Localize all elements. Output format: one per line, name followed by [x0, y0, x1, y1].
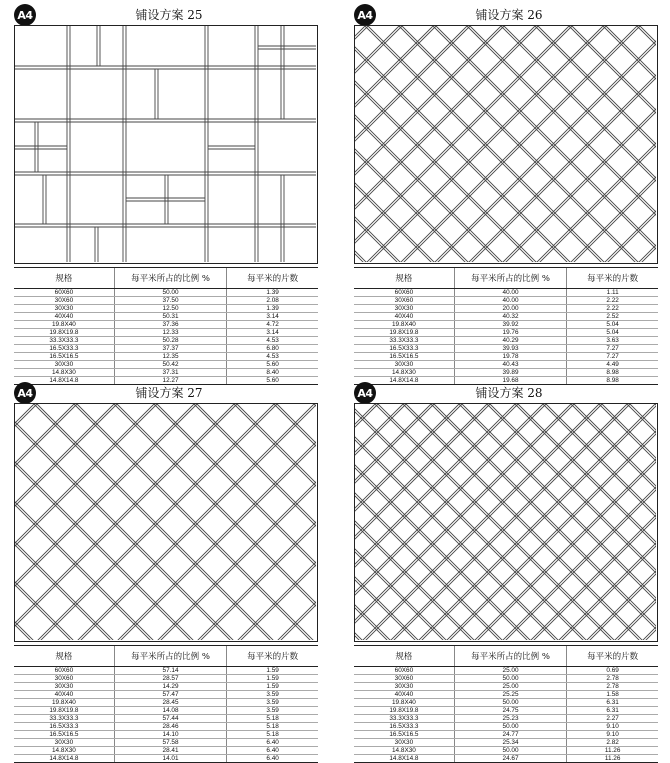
cell-size: 30X30: [14, 361, 114, 369]
cell-pieces: 1.59: [227, 675, 318, 683]
cell-size: 60X60: [14, 667, 114, 675]
cell-ratio: 37.36: [114, 321, 226, 329]
header-ratio: 每平米所占的比例 %: [454, 646, 566, 667]
header-size: 规格: [14, 646, 114, 667]
cell-ratio: 37.50: [114, 297, 226, 305]
cell-pieces: 5.04: [567, 329, 658, 337]
table-row: [14, 305, 318, 313]
cell-size: 14.8X14.8: [354, 377, 454, 385]
table-row: [354, 699, 658, 707]
a4-badge: A4: [354, 4, 376, 26]
cell-size: 30X30: [14, 739, 114, 747]
cell-ratio: 24.67: [454, 755, 566, 763]
cell-pieces: 5.60: [227, 361, 318, 369]
header-pieces: 每平米的片数: [227, 268, 318, 289]
tile-plan-drawing: [354, 403, 658, 642]
cell-size: 14.8X30: [14, 747, 114, 755]
table-row: [14, 755, 318, 763]
panel-header: [354, 4, 664, 24]
table-row: [354, 747, 658, 755]
cell-ratio: 40.00: [454, 297, 566, 305]
cell-ratio: 28.46: [114, 723, 226, 731]
table-row: [14, 715, 318, 723]
cell-pieces: 3.14: [227, 313, 318, 321]
header-ratio: 每平米所占的比例 %: [114, 268, 226, 289]
cell-ratio: 12.35: [114, 353, 226, 361]
header-size: 规格: [354, 646, 454, 667]
cell-ratio: 14.08: [114, 707, 226, 715]
table-row: [14, 289, 318, 297]
cell-ratio: 40.00: [454, 289, 566, 297]
layout-panel-25: [14, 4, 324, 384]
cell-pieces: 2.82: [567, 739, 658, 747]
spec-table-body: [14, 667, 318, 763]
panel-header: [14, 4, 324, 24]
cell-ratio: 14.10: [114, 731, 226, 739]
table-row: [14, 361, 318, 369]
table-row: [354, 369, 658, 377]
cell-size: 30X30: [354, 305, 454, 313]
cell-ratio: 19.78: [454, 353, 566, 361]
table-row: [354, 289, 658, 297]
spec-table: [14, 645, 318, 763]
cell-size: 16.5X33.3: [14, 345, 114, 353]
cell-ratio: 57.47: [114, 691, 226, 699]
cell-size: 14.8X14.8: [14, 755, 114, 763]
cell-ratio: 40.32: [454, 313, 566, 321]
table-row: [354, 305, 658, 313]
cell-size: 19.8X40: [354, 699, 454, 707]
cell-pieces: 5.18: [227, 731, 318, 739]
header-size: 规格: [354, 268, 454, 289]
tile-plan-drawing: [354, 25, 658, 264]
cell-size: 14.8X14.8: [354, 755, 454, 763]
table-row: [14, 313, 318, 321]
cell-ratio: 50.00: [454, 675, 566, 683]
cell-size: 30X30: [354, 683, 454, 691]
tile-plan-drawing: [14, 25, 318, 264]
cell-ratio: 50.42: [114, 361, 226, 369]
cell-pieces: 5.04: [567, 321, 658, 329]
cell-pieces: 9.10: [567, 731, 658, 739]
cell-ratio: 25.34: [454, 739, 566, 747]
panel-title: 铺设方案 27: [135, 386, 203, 400]
cell-pieces: 2.08: [227, 297, 318, 305]
table-row: [14, 321, 318, 329]
cell-size: 14.8X30: [14, 369, 114, 377]
cell-size: 30X30: [14, 683, 114, 691]
cell-size: 33.3X33.3: [14, 337, 114, 345]
cell-pieces: 3.59: [227, 691, 318, 699]
cell-pieces: 1.11: [567, 289, 658, 297]
cell-ratio: 57.58: [114, 739, 226, 747]
panel-title: 铺设方案 26: [475, 8, 543, 22]
tile-pattern-diagonal: [355, 26, 656, 262]
cell-size: 16.5X16.5: [14, 353, 114, 361]
cell-size: 16.5X33.3: [354, 723, 454, 731]
cell-ratio: 25.00: [454, 683, 566, 691]
cell-size: 19.8X40: [14, 321, 114, 329]
table-row: [354, 723, 658, 731]
cell-size: 30X60: [14, 675, 114, 683]
cell-ratio: 39.92: [454, 321, 566, 329]
panel-title: 铺设方案 28: [475, 386, 543, 400]
spec-table-header-row: [354, 268, 658, 289]
cell-ratio: 28.45: [114, 699, 226, 707]
cell-ratio: 19.68: [454, 377, 566, 385]
table-row: [14, 683, 318, 691]
table-row: [354, 755, 658, 763]
a4-badge: A4: [14, 382, 36, 404]
layout-panel-27: [14, 382, 324, 762]
cell-ratio: 28.41: [114, 747, 226, 755]
spec-table-body: [354, 667, 658, 763]
cell-size: 14.8X30: [354, 747, 454, 755]
table-row: [354, 337, 658, 345]
cell-ratio: 19.76: [454, 329, 566, 337]
cell-pieces: 2.78: [567, 675, 658, 683]
table-row: [14, 667, 318, 675]
cell-ratio: 39.93: [454, 345, 566, 353]
header-pieces: 每平米的片数: [567, 268, 658, 289]
spec-table: [354, 645, 658, 763]
spec-table-header-row: [14, 268, 318, 289]
cell-ratio: 50.00: [114, 289, 226, 297]
table-row: [14, 731, 318, 739]
cell-ratio: 12.50: [114, 305, 226, 313]
cell-size: 19.8X19.8: [14, 329, 114, 337]
table-row: [14, 691, 318, 699]
cell-size: 14.8X30: [354, 369, 454, 377]
table-row: [14, 747, 318, 755]
cell-pieces: 8.40: [227, 369, 318, 377]
cell-pieces: 4.53: [227, 337, 318, 345]
cell-pieces: 3.59: [227, 707, 318, 715]
cell-size: 14.8X14.8: [14, 377, 114, 385]
cell-pieces: 9.10: [567, 723, 658, 731]
tile-pattern-diagonal: [355, 404, 656, 640]
spec-table: [354, 267, 658, 385]
table-row: [354, 353, 658, 361]
table-row: [14, 345, 318, 353]
cell-size: 16.5X16.5: [14, 731, 114, 739]
cell-pieces: 1.39: [227, 289, 318, 297]
table-row: [14, 369, 318, 377]
cell-ratio: 50.00: [454, 699, 566, 707]
cell-pieces: 1.39: [227, 305, 318, 313]
header-ratio: 每平米所占的比例 %: [114, 646, 226, 667]
header-pieces: 每平米的片数: [567, 646, 658, 667]
cell-pieces: 7.27: [567, 353, 658, 361]
cell-pieces: 3.63: [567, 337, 658, 345]
cell-ratio: 28.57: [114, 675, 226, 683]
cell-pieces: 11.26: [567, 747, 658, 755]
table-row: [14, 337, 318, 345]
table-row: [354, 683, 658, 691]
cell-pieces: 6.40: [227, 755, 318, 763]
cell-ratio: 12.33: [114, 329, 226, 337]
cell-pieces: 5.18: [227, 723, 318, 731]
cell-pieces: 8.98: [567, 377, 658, 385]
table-row: [354, 691, 658, 699]
cell-size: 19.8X19.8: [354, 329, 454, 337]
table-row: [14, 297, 318, 305]
cell-pieces: 2.78: [567, 683, 658, 691]
cell-pieces: 6.40: [227, 739, 318, 747]
table-row: [354, 361, 658, 369]
cell-ratio: 50.28: [114, 337, 226, 345]
cell-size: 40X40: [354, 313, 454, 321]
table-row: [14, 723, 318, 731]
cell-size: 60X60: [14, 289, 114, 297]
cell-size: 30X30: [354, 361, 454, 369]
cell-pieces: 7.27: [567, 345, 658, 353]
table-row: [354, 313, 658, 321]
tile-pattern-grid: [15, 26, 316, 262]
cell-ratio: 40.29: [454, 337, 566, 345]
cell-size: 60X60: [354, 667, 454, 675]
cell-pieces: 8.98: [567, 369, 658, 377]
table-row: [14, 699, 318, 707]
cell-ratio: 39.89: [454, 369, 566, 377]
table-row: [14, 707, 318, 715]
cell-size: 30X30: [354, 739, 454, 747]
cell-ratio: 37.37: [114, 345, 226, 353]
cell-pieces: 4.53: [227, 353, 318, 361]
cell-ratio: 25.00: [454, 667, 566, 675]
table-row: [354, 297, 658, 305]
cell-ratio: 50.00: [454, 723, 566, 731]
cell-size: 30X60: [14, 297, 114, 305]
cell-ratio: 57.44: [114, 715, 226, 723]
table-row: [354, 739, 658, 747]
cell-pieces: 1.59: [227, 667, 318, 675]
cell-size: 16.5X16.5: [354, 731, 454, 739]
cell-size: 30X30: [14, 305, 114, 313]
spec-table-body: [354, 289, 658, 385]
cell-ratio: 20.00: [454, 305, 566, 313]
cell-ratio: 50.00: [454, 747, 566, 755]
panel-header: [14, 382, 324, 402]
cell-size: 30X60: [354, 297, 454, 305]
header-size: 规格: [14, 268, 114, 289]
cell-size: 16.5X33.3: [14, 723, 114, 731]
spec-table-header-row: [354, 646, 658, 667]
cell-pieces: 11.26: [567, 755, 658, 763]
table-row: [354, 715, 658, 723]
cell-size: 16.5X33.3: [354, 345, 454, 353]
cell-size: 33.3X33.3: [14, 715, 114, 723]
tile-plan-drawing: [14, 403, 318, 642]
spec-table-header-row: [14, 646, 318, 667]
cell-pieces: 4.49: [567, 361, 658, 369]
cell-ratio: 25.23: [454, 715, 566, 723]
table-row: [14, 739, 318, 747]
cell-pieces: 3.59: [227, 699, 318, 707]
cell-ratio: 25.25: [454, 691, 566, 699]
cell-size: 33.3X33.3: [354, 715, 454, 723]
cell-pieces: 2.27: [567, 715, 658, 723]
cell-pieces: 6.80: [227, 345, 318, 353]
layout-panel-26: [354, 4, 664, 384]
cell-ratio: 14.29: [114, 683, 226, 691]
table-row: [14, 675, 318, 683]
spec-table: [14, 267, 318, 385]
cell-ratio: 50.31: [114, 313, 226, 321]
header-ratio: 每平米所占的比例 %: [454, 268, 566, 289]
cell-size: 33.3X33.3: [354, 337, 454, 345]
cell-pieces: 2.22: [567, 305, 658, 313]
cell-pieces: 5.60: [227, 377, 318, 385]
panel-header: [354, 382, 664, 402]
cell-ratio: 12.27: [114, 377, 226, 385]
table-row: [354, 731, 658, 739]
cell-pieces: 6.31: [567, 699, 658, 707]
cell-size: 30X60: [354, 675, 454, 683]
cell-ratio: 24.77: [454, 731, 566, 739]
cell-pieces: 1.59: [227, 683, 318, 691]
cell-size: 16.5X16.5: [354, 353, 454, 361]
cell-ratio: 37.31: [114, 369, 226, 377]
panel-title: 铺设方案 25: [135, 8, 203, 22]
cell-size: 19.8X19.8: [14, 707, 114, 715]
cell-size: 40X40: [14, 691, 114, 699]
tile-pattern-diagonal: [15, 404, 316, 640]
cell-size: 19.8X40: [354, 321, 454, 329]
a4-badge: A4: [354, 382, 376, 404]
cell-size: 40X40: [354, 691, 454, 699]
cell-pieces: 6.40: [227, 747, 318, 755]
cell-ratio: 40.43: [454, 361, 566, 369]
table-row: [354, 707, 658, 715]
cell-size: 60X60: [354, 289, 454, 297]
cell-pieces: 2.52: [567, 313, 658, 321]
cell-size: 19.8X40: [14, 699, 114, 707]
table-row: [354, 667, 658, 675]
table-row: [354, 329, 658, 337]
header-pieces: 每平米的片数: [227, 646, 318, 667]
a4-badge: A4: [14, 4, 36, 26]
cell-pieces: 2.22: [567, 297, 658, 305]
cell-ratio: 57.14: [114, 667, 226, 675]
spec-table-body: [14, 289, 318, 385]
cell-pieces: 0.69: [567, 667, 658, 675]
table-row: [354, 345, 658, 353]
cell-size: 19.8X19.8: [354, 707, 454, 715]
table-row: [14, 353, 318, 361]
cell-pieces: 6.31: [567, 707, 658, 715]
cell-pieces: 4.72: [227, 321, 318, 329]
table-row: [354, 321, 658, 329]
layout-panel-28: [354, 382, 664, 762]
table-row: [14, 329, 318, 337]
cell-pieces: 5.18: [227, 715, 318, 723]
cell-pieces: 1.58: [567, 691, 658, 699]
cell-ratio: 24.75: [454, 707, 566, 715]
cell-size: 40X40: [14, 313, 114, 321]
cell-pieces: 3.14: [227, 329, 318, 337]
table-row: [354, 675, 658, 683]
cell-ratio: 14.01: [114, 755, 226, 763]
